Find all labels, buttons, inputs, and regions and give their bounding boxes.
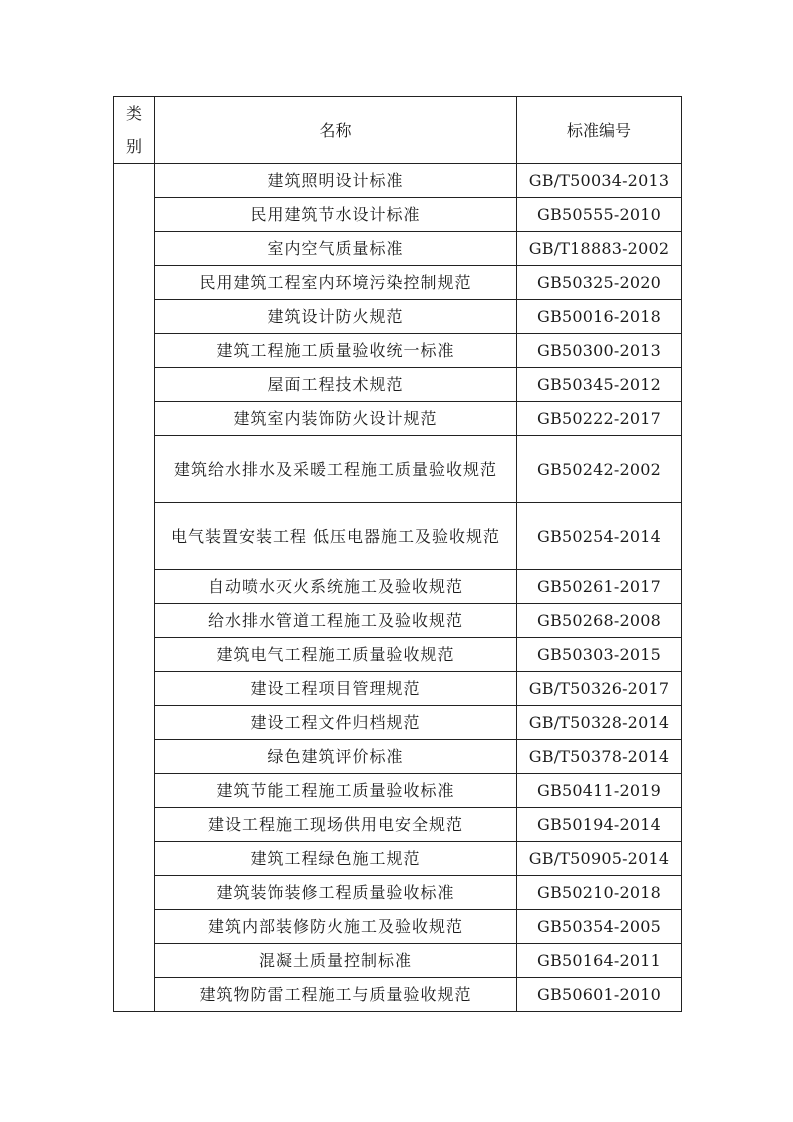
table-row: [114, 198, 682, 232]
table-row: [114, 842, 682, 876]
table-header-row: [114, 97, 682, 164]
standard-name: 民用建筑工程室内环境污染控制规范: [155, 266, 517, 300]
table-row: [114, 706, 682, 740]
table-row: [114, 910, 682, 944]
standard-name: 自动喷水灭火系统施工及验收规范: [155, 570, 517, 604]
standard-name: 民用建筑节水设计标准: [155, 198, 517, 232]
standard-code: GB50325-2020: [517, 266, 682, 300]
standard-name: 建筑节能工程施工质量验收标准: [155, 774, 517, 808]
standard-name: 建设工程施工现场供用电安全规范: [155, 808, 517, 842]
standard-code: GB50242-2002: [517, 436, 682, 503]
standard-code: GB50254-2014: [517, 503, 682, 570]
standard-code: GB/T50328-2014: [517, 706, 682, 740]
header-name: 名称: [155, 97, 517, 164]
table-body: [114, 164, 682, 1012]
header-code: 标准编号: [517, 97, 682, 164]
table-row: [114, 503, 682, 570]
table-row: [114, 978, 682, 1012]
standards-table: [113, 96, 682, 1012]
table-row: [114, 774, 682, 808]
standard-name: 建筑设计防火规范: [155, 300, 517, 334]
standard-name: 建筑装饰装修工程质量验收标准: [155, 876, 517, 910]
standard-code: GB/T50378-2014: [517, 740, 682, 774]
standard-code: GB50601-2010: [517, 978, 682, 1012]
table-row: [114, 266, 682, 300]
standard-name: 屋面工程技术规范: [155, 368, 517, 402]
standard-code: GB/T50326-2017: [517, 672, 682, 706]
header-category-line1: 类: [125, 104, 142, 123]
table-row: [114, 876, 682, 910]
table-row: [114, 808, 682, 842]
standard-code: GB50303-2015: [517, 638, 682, 672]
table-row: [114, 402, 682, 436]
standard-code: GB/T50905-2014: [517, 842, 682, 876]
standard-code: GB50261-2017: [517, 570, 682, 604]
standard-code: GB50222-2017: [517, 402, 682, 436]
standard-code: GB50354-2005: [517, 910, 682, 944]
standard-name: 建筑工程绿色施工规范: [155, 842, 517, 876]
standard-name: 绿色建筑评价标准: [155, 740, 517, 774]
standard-name: 建设工程文件归档规范: [155, 706, 517, 740]
standard-code: GB50268-2008: [517, 604, 682, 638]
standard-name: 建筑电气工程施工质量验收规范: [155, 638, 517, 672]
standard-name: 建筑工程施工质量验收统一标准: [155, 334, 517, 368]
table-row: [114, 604, 682, 638]
standard-code: GB50345-2012: [517, 368, 682, 402]
standard-name: 给水排水管道工程施工及验收规范: [155, 604, 517, 638]
standard-name: 建设工程项目管理规范: [155, 672, 517, 706]
standard-code: GB50411-2019: [517, 774, 682, 808]
standard-code: GB/T18883-2002: [517, 232, 682, 266]
standard-name: 建筑物防雷工程施工与质量验收规范: [155, 978, 517, 1012]
standard-code: GB50016-2018: [517, 300, 682, 334]
table-row: [114, 300, 682, 334]
header-category: [114, 97, 155, 164]
standard-name: 建筑给水排水及采暖工程施工质量验收规范: [155, 436, 517, 503]
standard-code: GB50210-2018: [517, 876, 682, 910]
table-row: [114, 740, 682, 774]
table-row: [114, 638, 682, 672]
standard-name: 混凝土质量控制标准: [155, 944, 517, 978]
standard-name: 电气装置安装工程 低压电器施工及验收规范: [155, 503, 517, 570]
table-row: [114, 368, 682, 402]
standard-name: 建筑室内装饰防火设计规范: [155, 402, 517, 436]
standard-code: GB/T50034-2013: [517, 164, 682, 198]
table-row: [114, 436, 682, 503]
standard-name: 建筑照明设计标准: [155, 164, 517, 198]
header-category-line2: 别: [125, 137, 142, 156]
standard-name: 建筑内部装修防火施工及验收规范: [155, 910, 517, 944]
table-row: [114, 334, 682, 368]
standard-code: GB50194-2014: [517, 808, 682, 842]
standard-code: GB50164-2011: [517, 944, 682, 978]
table-row: [114, 672, 682, 706]
standard-name: 室内空气质量标准: [155, 232, 517, 266]
table-row: [114, 570, 682, 604]
table-row: [114, 164, 682, 198]
standard-code: GB50555-2010: [517, 198, 682, 232]
category-cell: [114, 164, 155, 1012]
standard-code: GB50300-2013: [517, 334, 682, 368]
table-row: [114, 944, 682, 978]
table-row: [114, 232, 682, 266]
